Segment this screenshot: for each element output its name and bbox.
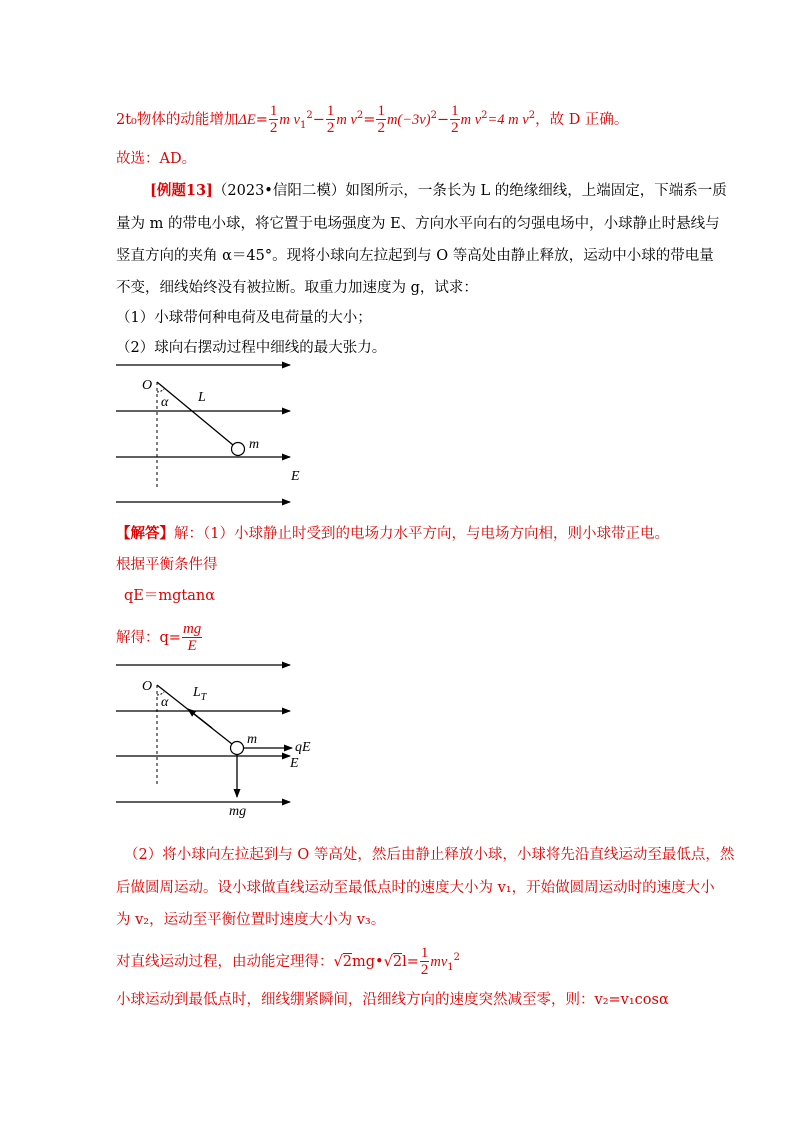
square-sup-6: 2	[453, 952, 461, 964]
part2-line-2: 后做圆周运动。设小球做直线运动至最低点时的速度大小为 v₁，开始做圆周运动时的速度大小	[116, 880, 715, 896]
example-line-1	[150, 181, 727, 201]
sqrt-sign: √	[333, 954, 343, 970]
energy-suffix: ，故 D 正确。	[535, 112, 629, 128]
sqrt-sign-2: √	[383, 954, 393, 970]
half-fraction-2: $\frac{1}{2}$	[326, 103, 335, 136]
square-sup-4: 2	[481, 110, 488, 122]
label-alpha: α	[161, 695, 169, 710]
l-term: l=	[402, 954, 419, 970]
part2-line-1: （2）将小球向左拉起到与 O 等高处，然后由静止释放小球，小球将先沿直线运动至最低点，然	[124, 847, 735, 863]
tension-arrow	[188, 709, 212, 728]
minus-sign: −	[312, 112, 325, 128]
label-mg: mg	[229, 804, 247, 819]
v1-sub: 1	[299, 119, 307, 131]
label-O: O	[142, 378, 153, 393]
part2-line-4	[116, 946, 460, 978]
solution-text-1: 解：（1）小球静止时受到的电场力水平方向，与电场方向相，则小球带正电。	[174, 526, 669, 542]
mv-term: m v	[279, 112, 300, 128]
mv-term-3: m v	[460, 112, 482, 128]
label-qE: qE	[295, 740, 311, 755]
result-term: =4 m v	[487, 112, 529, 128]
square-sup-2: 2	[356, 110, 364, 122]
choice-line: 故选：AD。	[116, 151, 197, 167]
equals-sign: =	[255, 112, 268, 128]
example-text-1: （2023•信阳二模）如图所示，一条长为 L 的绝缘细线，上端固定，下端系一质	[212, 183, 727, 199]
half-fraction-5: $\frac{1}{2}$	[420, 945, 429, 978]
sqrt-two: 2	[342, 954, 352, 970]
minus-sign-2: −	[436, 112, 450, 128]
mg-term: mg•	[351, 954, 384, 970]
ball	[231, 742, 244, 755]
example-line-3: 竖直方向的夹角 α＝45°。现将小球向左拉起到与 O 等高处由静止释放，运动中小球的带电量	[116, 248, 714, 264]
example-tag: [例题13]	[150, 182, 213, 199]
square-sup-5: 2	[528, 110, 536, 122]
solution-line-1	[116, 524, 669, 544]
energy-equation-line	[116, 104, 628, 136]
example-line-2: 量为 m 的带电小球，将它置于电场强度为 E、方向水平向右的匀强电场中，小球静止时悬线与	[116, 216, 720, 232]
delta-e: ΔE	[238, 112, 256, 128]
part2-prefix: 对直线运动过程，由动能定理得：	[116, 954, 334, 970]
half-fraction-4: $\frac{1}{2}$	[451, 103, 459, 136]
label-E: E	[291, 469, 300, 484]
half-fraction: $\frac{1}{2}$	[269, 103, 278, 136]
energy-prefix: 2t₀物体的动能增加	[116, 112, 239, 128]
q-fraction: $\frac{mg}{E}$	[182, 621, 202, 654]
solution-line-3: qE＝mgtanα	[124, 588, 216, 604]
v1-sub-2: 1	[447, 961, 454, 973]
mv-term-4: mv	[430, 954, 448, 970]
pendulum-diagram-1	[112, 358, 312, 508]
label-O: O	[142, 679, 153, 694]
question-1: （1）小球带何种电荷及电荷量的大小；	[116, 310, 372, 326]
ball	[232, 443, 245, 456]
solution-line-4	[116, 622, 203, 654]
angle-arc	[157, 389, 164, 392]
part2-line-5: 小球运动到最低点时，细线绷紧瞬间，沿细线方向的速度突然减至零，则：v₂=v₁cosα	[116, 992, 669, 1008]
mv-term-2: m v	[336, 112, 357, 128]
string-line	[157, 382, 233, 445]
example-line-4: 不变，细线始终没有被拉断。取重力加速度为 g，试求：	[116, 280, 478, 296]
label-m: m	[247, 732, 258, 747]
solution-prefix: 解得：q=	[116, 630, 181, 646]
neg3v-term: (−3v)	[397, 112, 431, 128]
label-alpha: α	[161, 395, 169, 410]
solution-line-2: 根据平衡条件得	[116, 557, 218, 573]
m-term: m	[386, 112, 398, 128]
label-LT: $L_T$	[193, 685, 207, 703]
pendulum-diagram-2	[112, 658, 332, 818]
sqrt-two-2: 2	[392, 954, 403, 970]
label-L: L	[198, 390, 206, 405]
square-sup-3: 2	[430, 110, 437, 122]
question-2: （2）球向右摆动过程中细线的最大张力。	[116, 340, 387, 356]
label-E: E	[290, 756, 299, 771]
label-m: m	[249, 437, 260, 452]
half-fraction-3: $\frac{1}{2}$	[377, 103, 385, 136]
square-sup: 2	[306, 110, 313, 122]
part2-line-3: 为 v₂，运动至平衡位置时速度大小为 v₃。	[116, 912, 386, 928]
solution-tag: 【解答】	[116, 525, 174, 542]
equals-sign-2: =	[363, 112, 376, 128]
